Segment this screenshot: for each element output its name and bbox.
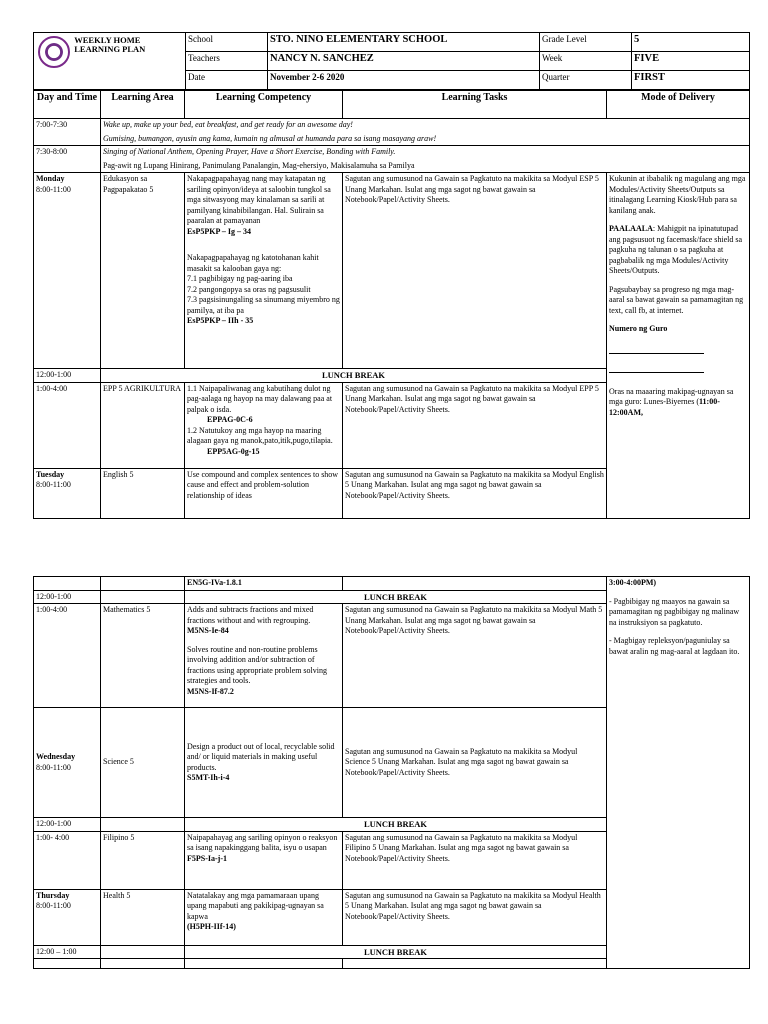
mode-of-delivery-cell-2: 3:00-4:00PM) - Pagbibigay ng maayos na gawain sa pamamagitan ng pagbibigay ng malinaw na instruksiyon sa pagkatuto. - Magbigay repleksyon/paguniulay sa bawat aralin ng mag-aaral at lagdaan ito. bbox=[607, 577, 750, 969]
lunch-time: 12:00 – 1:00 bbox=[34, 945, 101, 959]
teacher-number-line bbox=[609, 343, 704, 354]
col-learning-competency: Learning Competency bbox=[185, 91, 343, 119]
epp-area: EPP 5 AGRIKULTURA bbox=[101, 382, 185, 468]
row-time: 7:30-8:00 bbox=[34, 146, 101, 173]
row-time: 1:00-4:00 bbox=[34, 604, 101, 708]
row-time: 1:00- 4:00 bbox=[34, 831, 101, 889]
monday-day-time: Monday 8:00-11:00 bbox=[34, 173, 101, 369]
school-value: STO. NINO ELEMENTARY SCHOOL bbox=[268, 33, 540, 52]
col-mode-of-delivery: Mode of Delivery bbox=[607, 91, 750, 119]
filipino-task: Sagutan ang sumusunod na Gawain sa Pagkatuto na makikita sa Modyul Filipino 5 Unang Markahan. Isulat ang mga sagot ng bawat gawain sa Notebook/Papel/Activity Sheets. bbox=[343, 831, 607, 889]
plan-page-2 bbox=[33, 576, 749, 969]
english-code: EN5G-IVa-1.8.1 bbox=[185, 577, 343, 591]
grade-label: Grade Level bbox=[540, 33, 632, 52]
row-time: 7:00-7:30 bbox=[34, 119, 101, 146]
lunch-time: 12:00-1:00 bbox=[34, 818, 101, 832]
grade-value: 5 bbox=[632, 33, 750, 52]
col-day-time: Day and Time bbox=[34, 91, 101, 119]
quarter-value: FIRST bbox=[632, 71, 750, 90]
plan-table-1 bbox=[33, 90, 750, 519]
opening-routine: Singing of National Anthem, Opening Prayer, Have a Short Exercise, Bonding with Family. Pag-awit ng Lupang Hinirang, Panimulang Panalangin, Mag-ehersiyo, Makisalamuha sa Pamilya bbox=[101, 146, 750, 173]
epp-task: Sagutan ang sumusunod na Gawain sa Pagkatuto na makikita sa Modyul EPP 5 Unang Markahan. Isulat ang mga sagot ng bawat gawain sa Notebook/Papel/Activity Sheets. bbox=[343, 382, 607, 468]
lunch-break: LUNCH BREAK bbox=[101, 369, 607, 383]
week-value: FIVE bbox=[632, 52, 750, 71]
thursday-competency: Natatalakay ang mga pamamaraan upang upang mapabuti ang pakikipag-ugnayan sa kapwa (H5PH-IIf-14) bbox=[185, 889, 343, 945]
morning-routine: Wake up, make up your bed, eat breakfast, and get ready for an awesome day! Gumising, bumangon, ayusin ang kama, kumain ng almusal at humanda para sa isang masayang araw! bbox=[101, 119, 750, 146]
plan-page-1 bbox=[33, 32, 749, 519]
filipino-area: Filipino 5 bbox=[101, 831, 185, 889]
col-learning-area: Learning Area bbox=[101, 91, 185, 119]
lunch-time: 12:00-1:00 bbox=[34, 369, 101, 383]
math-task: Sagutan ang sumusunod na Gawain sa Pagkatuto na makikita sa Modyul Math 5 Unang Markahan. Isulat ang mga sagot ng bawat gawain sa Notebook/Papel/Activity Sheets. bbox=[343, 604, 607, 708]
plan-table-2 bbox=[33, 576, 750, 969]
teacher-number-line bbox=[609, 362, 704, 373]
monday-area: Edukasyon sa Pagpapakatao 5 bbox=[101, 173, 185, 369]
wednesday-area: Science 5 bbox=[101, 708, 185, 818]
lunch-time: 12:00-1:00 bbox=[34, 590, 101, 604]
date-label: Date bbox=[186, 71, 268, 90]
lunch-break: LUNCH BREAK bbox=[185, 818, 607, 832]
col-learning-tasks: Learning Tasks bbox=[343, 91, 607, 119]
logo-title-cell bbox=[34, 33, 186, 90]
tuesday-area: English 5 bbox=[101, 468, 185, 518]
lunch-break: LUNCH BREAK bbox=[185, 590, 607, 604]
math-area: Mathematics 5 bbox=[101, 604, 185, 708]
row-time: 1:00-4:00 bbox=[34, 382, 101, 468]
tuesday-day-time: Tuesday 8:00-11:00 bbox=[34, 468, 101, 518]
wednesday-competency: Design a product out of local, recyclable solid and/ or liquid materials in making useful products. S5MT-Ih-i-4 bbox=[185, 708, 343, 818]
thursday-area: Health 5 bbox=[101, 889, 185, 945]
header-table bbox=[33, 32, 750, 90]
wednesday-task: Sagutan ang sumusunod na Gawain sa Pagkatuto na makikita sa Modyul Science 5 Unang Markahan. Isulat ang mga sagot ng bawat gawain sa Notebook/Papel/Activity Sheets. bbox=[343, 708, 607, 818]
thursday-task: Sagutan ang sumusunod na Gawain sa Pagkatuto na makikita sa Modyul Health 5 Unang Markahan. Isulat ang mga sagot ng bawat gawain sa Notebook/Papel/Activity Sheets. bbox=[343, 889, 607, 945]
plan-title: WEEKLY HOME LEARNING PLAN bbox=[74, 35, 146, 54]
teachers-label: Teachers bbox=[186, 52, 268, 71]
tuesday-competency: Use compound and complex sentences to show cause and effect and problem-solution relationship of ideas bbox=[185, 468, 343, 518]
school-label: School bbox=[186, 33, 268, 52]
filipino-competency: Naipapahayag ang sariling opinyon o reaksyon sa isang napakinggang balita, isyu o usapan F5PS-Ia-j-1 bbox=[185, 831, 343, 889]
quarter-label: Quarter bbox=[540, 71, 632, 90]
tuesday-task: Sagutan ang sumusunod na Gawain sa Pagkatuto na makikita sa Modyul English 5 Unang Markahan. Isulat ang mga sagot ng bawat gawain sa Notebook/Papel/Activity Sheets. bbox=[343, 468, 607, 518]
thursday-day-time: Thursday 8:00-11:00 bbox=[34, 889, 101, 945]
epp-competency: 1.1 Naipapaliwanag ang kabutihang dulot ng pag-aalaga ng hayop na may dalawang paa at palpak o isda. EPPAG-0C-6 1.2 Natutukoy ang mga hayop na maaring alagaan gaya ng manok,pato,itik,pugo,tilapia. EPP5AG-0g-15 bbox=[185, 382, 343, 468]
monday-competency: Nakapagpapahayag nang may katapatan ng sariling opinyon/ideya at saloobin tungkol sa mga sitwasyong may kinalaman sa sarili at pamilyang kinabibilangan. Hal. Sulirain sa paaralan at pamayanan EsP5PKP – Ig – 34 Nakapagpapahayag ng katotohanan kahit masakit sa kalooban gaya ng: 7.1 pagbibigay ng pag-aaring iba 7.2 pangongopya sa oras ng pagsusulit 7.3 pagsisinungaling sa sinumang miyembro ng pamilya, at iba pa EsP5PKP – IIh - 35 bbox=[185, 173, 343, 369]
mode-of-delivery-cell: Kukunin at ibabalik ng magulang ang mga Modules/Activity Sheets/Outputs sa itinalagang Learning Kiosk/Hub para sa kanilang anak. PAALAALA: Mahigpit na ipinatutupad ang pagsusuot ng facemask/face shield sa pagkuha ng talunan o sa pagkuha at pagbabalik ng mga Modules/Activity Sheets/Outputs. Pagsubaybay sa progreso ng mga mag-aaral sa bawat gawain sa pamamagitan ng text, call fb, at internet. Numero ng Guro Oras na maaaring makipag-ugnayan sa mga guro: Lunes-Biyernes (11:00-12:00AM, bbox=[607, 173, 750, 519]
wednesday-day-time: Wednesday 8:00-11:00 bbox=[34, 708, 101, 818]
lunch-break: LUNCH BREAK bbox=[185, 945, 607, 959]
deped-seal-icon bbox=[38, 36, 70, 68]
teachers-value: NANCY N. SANCHEZ bbox=[268, 52, 540, 71]
date-value: November 2-6 2020 bbox=[268, 71, 540, 90]
monday-task: Sagutan ang sumusunod na Gawain sa Pagkatuto na makikita sa Modyul ESP 5 Unang Markahan. Isulat ang mga sagot ng bawat gawain sa Notebook/Papel/Activity Sheets. bbox=[343, 173, 607, 369]
week-label: Week bbox=[540, 52, 632, 71]
math-competency: Adds and subtracts fractions and mixed fractions without and with regrouping. M5NS-Ie-84 Solves routine and non-routine problems involving addition and/or subtraction of fractions using appropriate problem solving strategies and tools. M5NS-If-87.2 bbox=[185, 604, 343, 708]
